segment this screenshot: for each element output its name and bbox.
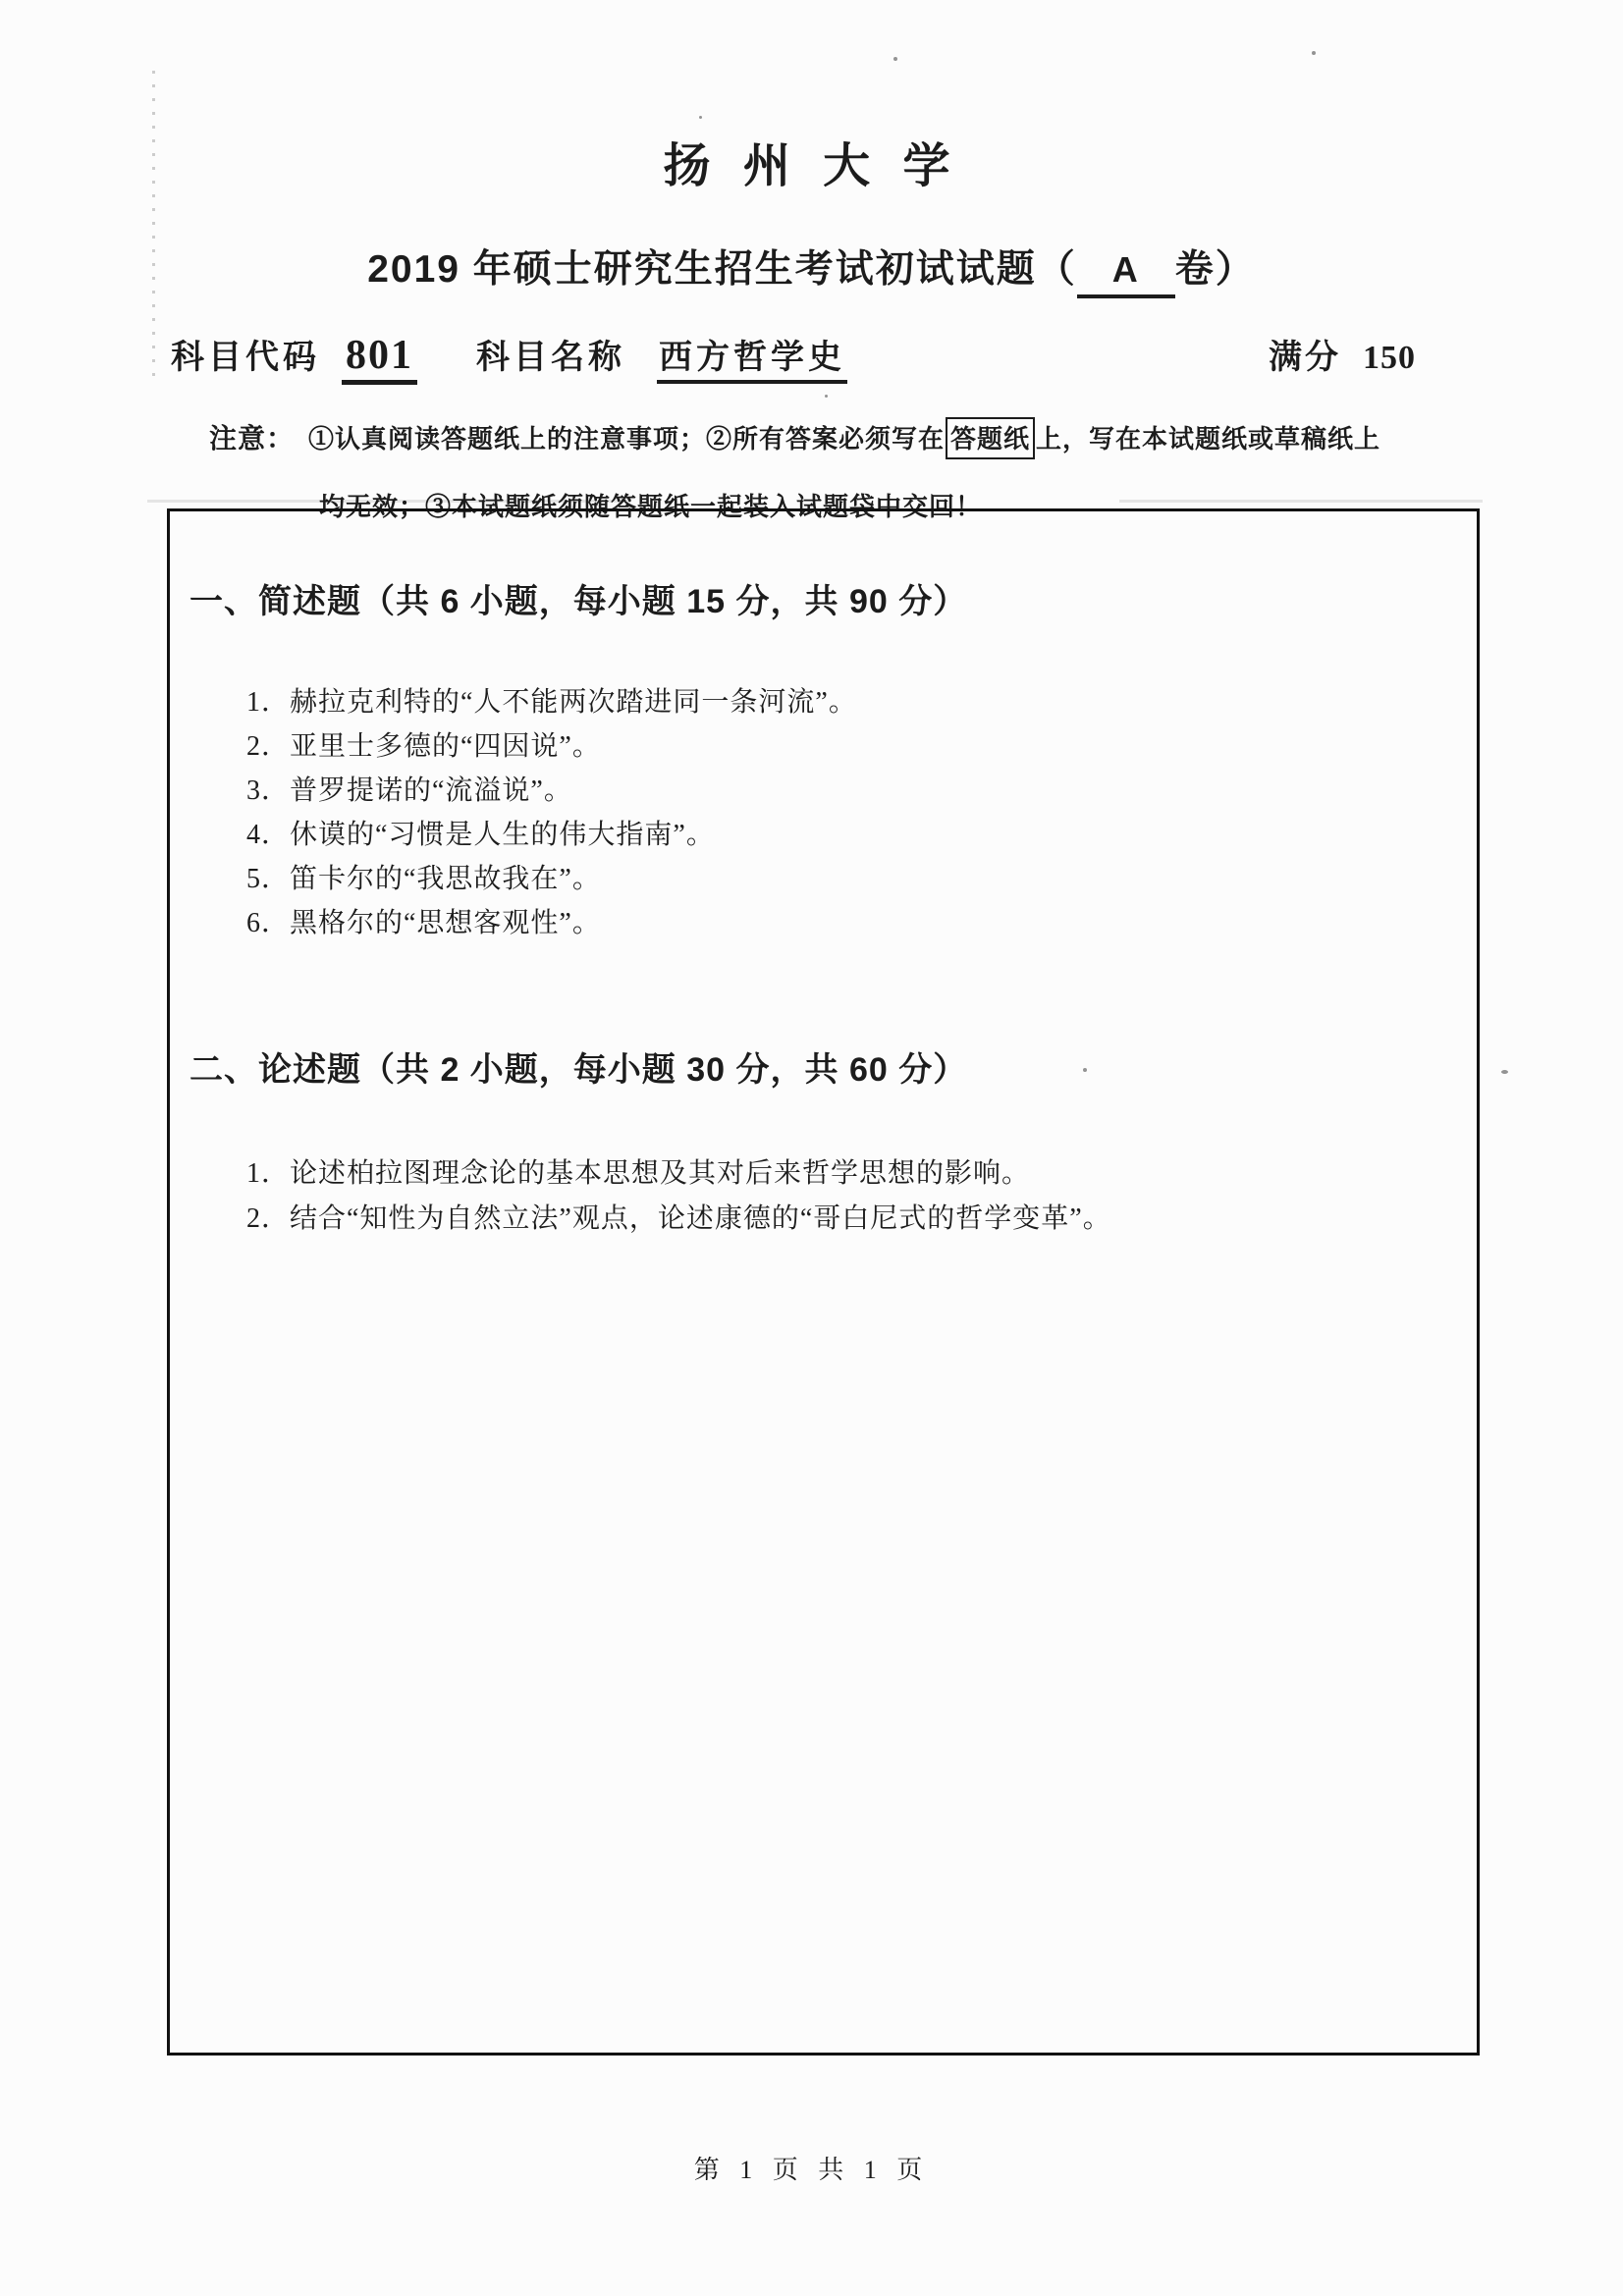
notice-line1 xyxy=(209,417,1495,459)
section2-heading: 二、论述题（共 2 小题，每小题 30 分，共 60 分） xyxy=(189,1051,968,1089)
full-score-value: 150 xyxy=(1363,340,1416,376)
scan-speck xyxy=(699,116,702,119)
question-item-1-4: 4．休谟的“习惯是人生的伟大指南”。 xyxy=(246,820,715,850)
question-item-2-2: 2．结合“知性为自然立法”观点，论述康德的“哥白尼式的哲学变革”。 xyxy=(246,1203,1111,1234)
exam-title xyxy=(0,239,1623,298)
full-score-label: 满分 xyxy=(1269,339,1341,376)
university-title: 扬 州 大 学 xyxy=(663,140,960,192)
exam-variant: A xyxy=(1077,249,1175,298)
question-area-box xyxy=(167,508,1480,2056)
notice-block xyxy=(209,417,1495,523)
section1-heading: 一、简述题（共 6 小题，每小题 15 分，共 90 分） xyxy=(189,583,968,620)
notice-line1-before: ①认真阅读答题纸上的注意事项；②所有答案必须写在 xyxy=(308,425,946,454)
page-number-footer: 第 1 页 共 1 页 xyxy=(693,2156,930,2184)
section1-items xyxy=(246,680,857,945)
subject-name-value: 西方哲学史 xyxy=(657,330,847,384)
question-item-1-3: 3．普罗提诺的“流溢说”。 xyxy=(246,775,572,806)
scan-speck xyxy=(825,395,828,398)
subject-row xyxy=(171,330,1416,385)
exam-title-suffix: 卷） xyxy=(1174,248,1256,291)
scan-speck xyxy=(893,57,897,61)
subject-name-label: 科目名称 xyxy=(476,339,625,376)
question-item-1-6: 6．黑格尔的“思想客观性”。 xyxy=(246,908,601,938)
section2-items xyxy=(246,1151,1111,1242)
scan-speck xyxy=(1312,51,1316,55)
question-item-2-1: 1．论述柏拉图理念论的基本思想及其对后来哲学思想的影响。 xyxy=(246,1158,1031,1189)
notice-label: 注意： xyxy=(209,424,296,454)
question-item-1-1: 1．赫拉克利特的“人不能两次踏进同一条河流”。 xyxy=(246,687,857,718)
question-item-1-5: 5．笛卡尔的“我思故我在”。 xyxy=(246,864,601,894)
full-score xyxy=(1269,330,1416,378)
notice-boxed-term: 答题纸 xyxy=(946,417,1035,459)
subject-code-value: 801 xyxy=(342,332,417,385)
subject-code-label: 科目代码 xyxy=(171,339,320,376)
question-item-1-2: 2．亚里士多德的“四因说”。 xyxy=(246,731,601,762)
exam-title-prefix: 2019 年硕士研究生招生考试初试试题（ xyxy=(367,248,1077,291)
notice-line2: 均无效；③本试题纸须随答题纸一起装入试题袋中交回！ xyxy=(319,493,983,521)
scan-speck xyxy=(1501,1070,1508,1074)
notice-line1-after: 上，写在本试题纸或草稿纸上 xyxy=(1036,425,1381,454)
scan-noise-column xyxy=(152,71,155,385)
